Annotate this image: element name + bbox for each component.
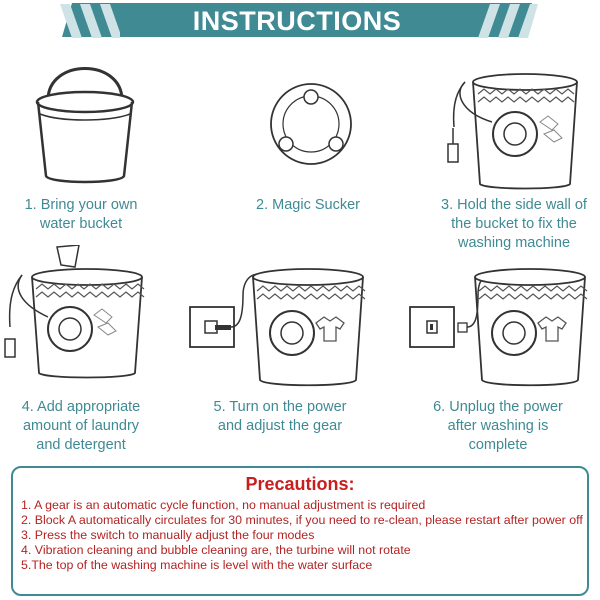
bucket-icon [30,58,140,188]
banner-right-stripes [478,4,538,38]
page-title: INSTRUCTIONS [192,6,402,36]
step-5-caption [185,398,375,436]
step-5-illustration [188,265,373,390]
step-1-line-1: 1. Bring your own [24,197,138,213]
washer-powered-icon [188,265,373,390]
step-2-caption [213,196,403,215]
step-3-line-1: 3. Hold the side wall of [441,197,587,213]
step-6-caption [403,398,593,455]
step-4-line-3: and detergent [36,437,126,453]
step-5-line-1: 5. Turn on the power [213,399,347,415]
precautions-list [21,498,583,573]
step-6-line-3: complete [468,437,528,453]
step-6-line-2: after washing is [447,418,549,434]
washer-in-bucket-icon [440,72,590,192]
step-4-caption [0,398,176,455]
precautions-title: Precautions: [245,474,355,494]
tshirt-icon [316,317,344,341]
step-4-illustration [2,245,152,385]
step-1-illustration [30,58,140,188]
precaution-item: 1. A gear is an automatic cycle function, no manual adjustment is required [21,498,426,512]
step-4-line-2: amount of laundry [22,418,140,434]
washer-with-detergent-icon [2,245,152,385]
usb-plug-icon [5,339,15,357]
step-4-line-1: 4. Add appropriate [21,399,141,415]
banner-left-stripes [60,4,120,38]
precaution-item: 2. Block A automatically circulates for 30 minutes, if you need to re-clean, please restart after power off [21,513,583,527]
step-3-caption [419,196,600,253]
washer-unplugged-icon [408,265,593,390]
detergent-cup-icon [57,245,79,267]
step-3-line-3: washing machine [457,235,571,251]
step-3-illustration [440,72,590,192]
precautions-panel [11,466,589,596]
step-2-line-1: 2. Magic Sucker [256,197,360,213]
step-2-illustration [266,80,356,170]
step-6-line-1: 6. Unplug the power [433,399,563,415]
instructions-banner [62,3,532,37]
step-1-caption [0,196,176,234]
step-3-line-2: the bucket to fix the [451,216,577,232]
suction-cup-icon [266,80,356,170]
step-1-line-2: water bucket [39,216,123,232]
precaution-item: 3. Press the switch to manually adjust the four modes [21,528,315,542]
step-6-illustration [408,265,593,390]
usb-plug-icon [448,144,458,162]
precaution-item: 4. Vibration cleaning and bubble cleaning are, the turbine will not rotate [21,543,411,557]
precaution-item: 5.The top of the washing machine is level with the water surface [21,558,373,572]
tshirt-icon [538,317,566,341]
step-5-line-2: and adjust the gear [217,418,343,434]
